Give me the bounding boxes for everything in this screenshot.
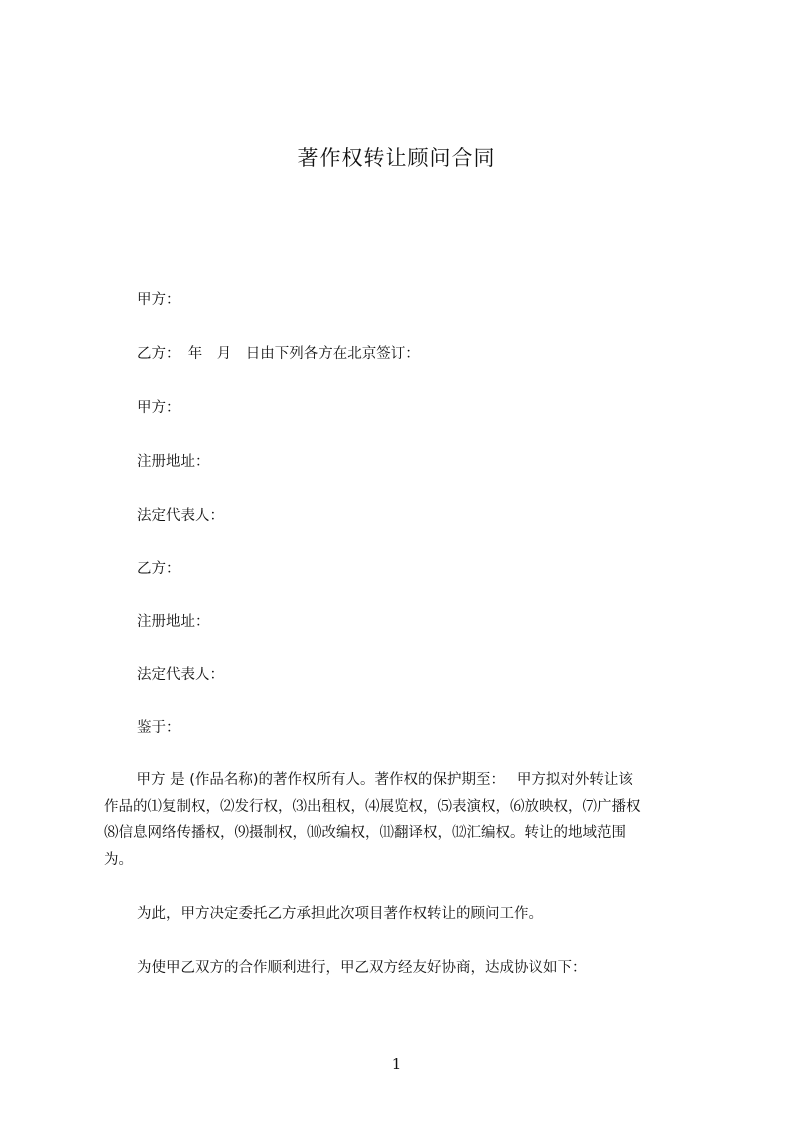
party-a-registered-address: 注册地址： — [137, 454, 210, 470]
party-a-label-2: 甲方： — [137, 400, 181, 416]
agreement-statement: 为使甲乙双方的合作顺利进行，甲乙双方经友好协商，达成协议如下： — [137, 960, 587, 976]
party-b-legal-representative: 法定代表人： — [137, 667, 224, 683]
party-a-label: 甲方： — [137, 292, 181, 308]
commission-statement: 为此，甲方决定委托乙方承担此次项目著作权转让的顾问工作。 — [137, 906, 543, 922]
paragraph-row: ⑻信息网络传播权，⑼摄制权，⑽改编权，⑾翻译权，⑿汇编权。转让的地域范围 — [104, 825, 626, 841]
whereas-label: 鉴于： — [137, 720, 181, 736]
whereas-paragraph — [104, 767, 694, 873]
paragraph-row: 甲方 是 (作品名称)的著作权所有人。著作权的保护期至： 甲方拟对外转让该 — [122, 772, 633, 788]
paragraph-row: 作品的⑴复制权，⑵发行权，⑶出租权，⑷展览权，⑸表演权，⑹放映权，⑺广播权 — [104, 798, 641, 815]
page-number: 1 — [391, 1055, 402, 1073]
paragraph-row: 为。 — [104, 851, 133, 868]
party-a-legal-representative: 法定代表人： — [137, 508, 224, 524]
party-b-registered-address: 注册地址： — [137, 614, 210, 630]
party-b-label: 乙方： — [137, 561, 181, 577]
document-title: 著作权转让顾问合同 — [297, 146, 496, 170]
party-b-signing-line: 乙方： 年 月 日由下列各方在北京签订： — [137, 346, 420, 362]
